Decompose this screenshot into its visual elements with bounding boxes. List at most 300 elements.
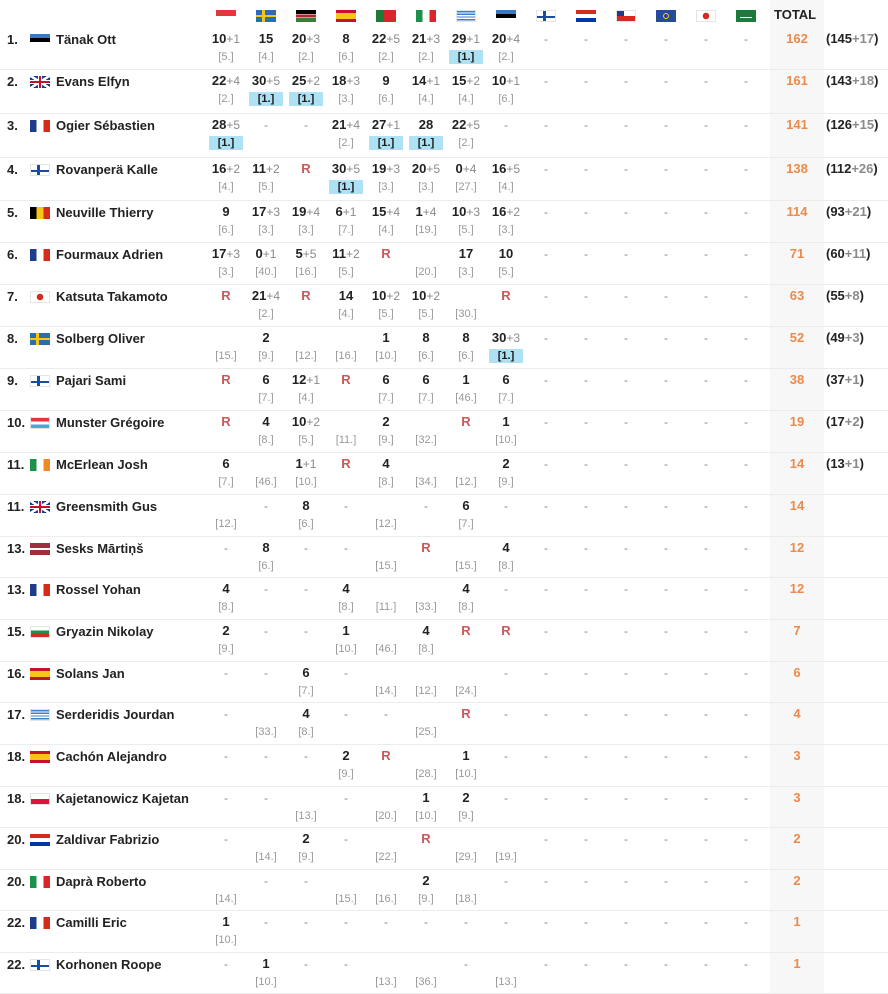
power-stage-bonus: +1 xyxy=(506,74,521,88)
no-entry-dash: - xyxy=(624,582,628,596)
no-entry-dash: - xyxy=(584,205,588,219)
rally-points xyxy=(486,706,526,721)
rally-points xyxy=(326,498,366,513)
rally-points xyxy=(326,706,366,721)
rally-position: [16.] xyxy=(295,266,317,278)
rally-position: [2.] xyxy=(218,93,234,105)
rally-points xyxy=(366,748,406,763)
rally-points xyxy=(326,914,366,929)
flag-finland-icon xyxy=(30,375,50,387)
rally-position: [2.] xyxy=(298,51,314,63)
total-points: 138 xyxy=(786,161,808,176)
no-entry-dash: - xyxy=(704,915,708,929)
driver-name[interactable]: Camilli Eric xyxy=(56,915,127,930)
points-value: 2 xyxy=(382,414,390,429)
power-stage-bonus: +5 xyxy=(506,162,521,176)
points-value: 22 xyxy=(211,73,227,88)
driver-name[interactable]: Kajetanowicz Kajetan xyxy=(56,791,189,806)
no-entry-dash: - xyxy=(664,957,668,971)
no-entry-dash: - xyxy=(744,707,748,721)
rally-position: [46.] xyxy=(455,392,477,404)
no-entry-dash: - xyxy=(664,74,668,88)
rally-points xyxy=(326,73,366,88)
driver-name[interactable]: Solberg Oliver xyxy=(56,331,145,346)
rally-points xyxy=(726,414,766,429)
no-entry-dash: - xyxy=(744,541,748,555)
rally-points xyxy=(206,581,246,596)
rally-points xyxy=(566,831,606,846)
rally-points xyxy=(206,540,246,555)
driver-name[interactable]: Daprà Roberto xyxy=(56,874,147,889)
no-entry-dash: - xyxy=(744,582,748,596)
total-points: 161 xyxy=(786,73,808,88)
rally-points xyxy=(286,372,326,387)
rally-points xyxy=(686,665,726,680)
rally-position: [15.] xyxy=(375,560,397,572)
rally-position: [36.] xyxy=(415,976,437,988)
rally-win-badge: [1.] xyxy=(489,349,523,363)
points-value: 17 xyxy=(211,246,227,261)
points-value: 14 xyxy=(338,288,354,303)
flag-latvia-icon xyxy=(30,543,50,555)
no-entry-dash: - xyxy=(704,415,708,429)
rally-points xyxy=(606,456,646,471)
power-stage-bonus: +3 xyxy=(226,247,241,261)
rally-points xyxy=(566,204,606,219)
driver-name[interactable]: Pajari Sami xyxy=(56,373,127,388)
no-entry-dash: - xyxy=(544,624,548,638)
rally-position: [6.] xyxy=(258,560,274,572)
points-value: 2 xyxy=(342,748,350,763)
rally-points xyxy=(606,161,646,176)
no-entry-dash: - xyxy=(624,205,628,219)
no-entry-dash: - xyxy=(504,499,508,513)
rally-points xyxy=(566,414,606,429)
no-entry-dash: - xyxy=(704,205,708,219)
rally-position: [4.] xyxy=(418,93,434,105)
no-entry-dash: - xyxy=(304,582,308,596)
rally-position: [8.] xyxy=(258,434,274,446)
rally-points xyxy=(566,540,606,555)
rally-points xyxy=(246,873,286,888)
power-stage-bonus: +5 xyxy=(226,118,241,132)
rally-points xyxy=(566,117,606,132)
no-entry-dash: - xyxy=(744,373,748,387)
no-entry-dash: - xyxy=(744,162,748,176)
rally-points xyxy=(686,117,726,132)
power-stage-bonus: +2 xyxy=(266,162,280,176)
rally-points xyxy=(526,540,566,555)
rally-points xyxy=(246,161,286,176)
power-stage-bonus: +1 xyxy=(226,32,241,46)
rally-points xyxy=(646,873,686,888)
driver-row xyxy=(0,243,888,285)
rally-points xyxy=(606,581,646,596)
total-points: 7 xyxy=(793,623,801,638)
flag-italy-icon xyxy=(416,10,436,22)
rally-points xyxy=(486,414,526,429)
rally-points xyxy=(366,161,406,176)
no-entry-dash: - xyxy=(304,957,308,971)
total-points: 2 xyxy=(793,873,801,888)
rally-points xyxy=(526,161,566,176)
rally-position: [4.] xyxy=(458,93,474,105)
points-value: 10 xyxy=(491,73,507,88)
rally-points xyxy=(566,873,606,888)
driver-name[interactable]: Zaldivar Fabrizio xyxy=(56,832,160,847)
driver-row xyxy=(0,703,888,745)
rally-points xyxy=(646,748,686,763)
total-points: 1 xyxy=(793,956,801,971)
driver-name[interactable]: Korhonen Roope xyxy=(56,957,162,972)
rally-points xyxy=(366,330,406,345)
no-entry-dash: - xyxy=(344,915,348,929)
points-value: 10 xyxy=(371,288,387,303)
points-value: 1 xyxy=(462,372,470,387)
no-entry-dash: - xyxy=(664,162,668,176)
driver-name[interactable]: Gryazin Nikolay xyxy=(56,624,154,639)
no-entry-dash: - xyxy=(344,832,348,846)
rally-points xyxy=(646,204,686,219)
driver-name[interactable]: Evans Elfyn xyxy=(56,74,130,89)
no-entry-dash: - xyxy=(624,791,628,805)
rally-position: [18.] xyxy=(455,893,477,905)
retired-marker: R xyxy=(461,706,471,721)
rally-position: [46.] xyxy=(255,476,277,488)
no-entry-dash: - xyxy=(304,118,308,132)
rally-points xyxy=(606,748,646,763)
position-number: 9. xyxy=(7,373,18,388)
no-entry-dash: - xyxy=(664,915,668,929)
driver-name[interactable]: McErlean Josh xyxy=(56,457,148,472)
no-entry-dash: - xyxy=(544,457,548,471)
rally-points xyxy=(686,456,726,471)
rally-position: [10.] xyxy=(455,768,477,780)
position-number: 11. xyxy=(7,457,25,472)
no-entry-dash: - xyxy=(744,666,748,680)
no-entry-dash: - xyxy=(544,957,548,971)
flag-italy-icon xyxy=(30,876,50,888)
points-value: 0 xyxy=(255,246,263,261)
no-entry-dash: - xyxy=(544,874,548,888)
rally-position: [8.] xyxy=(418,643,434,655)
no-entry-dash: - xyxy=(704,541,708,555)
rally-points xyxy=(526,31,566,46)
no-entry-dash: - xyxy=(344,791,348,805)
position-number: 10. xyxy=(7,415,26,430)
rally-points xyxy=(246,540,286,555)
rally-points xyxy=(686,73,726,88)
total-points: 3 xyxy=(793,790,801,805)
no-entry-dash: - xyxy=(624,957,628,971)
no-entry-dash: - xyxy=(584,373,588,387)
no-entry-dash: - xyxy=(264,749,268,763)
no-entry-dash: - xyxy=(584,162,588,176)
rally-position: [40.] xyxy=(255,266,277,278)
rally-points xyxy=(646,623,686,638)
no-entry-dash: - xyxy=(744,331,748,345)
rally-points xyxy=(486,665,526,680)
rally-points xyxy=(406,372,446,387)
rally-points xyxy=(446,372,486,387)
rally-points xyxy=(286,456,326,471)
rally-win-badge: [1.] xyxy=(369,136,403,150)
driver-name[interactable]: Sesks Mārtiņš xyxy=(56,541,144,556)
rally-points xyxy=(446,204,486,219)
rally-points xyxy=(206,31,246,46)
base-points: (112 xyxy=(826,161,852,176)
driver-name[interactable]: Katsuta Takamoto xyxy=(56,289,168,304)
rally-points xyxy=(246,204,286,219)
rally-position: [10.] xyxy=(215,934,237,946)
position-number: 4. xyxy=(7,162,18,177)
no-entry-dash: - xyxy=(744,624,748,638)
rally-points xyxy=(566,498,606,513)
driver-name[interactable]: Tänak Ott xyxy=(56,32,116,47)
rally-points xyxy=(606,246,646,261)
rally-points xyxy=(606,790,646,805)
rally-points xyxy=(486,330,526,345)
flag-spain-icon xyxy=(336,10,356,22)
rally-position: [12.] xyxy=(415,685,437,697)
points-value: 1 xyxy=(462,748,470,763)
rally-points xyxy=(726,831,766,846)
rally-points xyxy=(326,204,366,219)
no-entry-dash: - xyxy=(744,499,748,513)
power-stage-bonus: +5 xyxy=(302,247,317,261)
total-points: 6 xyxy=(793,665,801,680)
no-entry-dash: - xyxy=(704,707,708,721)
rally-position: [5.] xyxy=(418,308,434,320)
rally-points xyxy=(686,873,726,888)
rally-points xyxy=(726,914,766,929)
driver-name[interactable]: Serderidis Jourdan xyxy=(56,707,175,722)
no-entry-dash: - xyxy=(264,499,268,513)
flag-uk-icon xyxy=(30,501,50,513)
position-number: 22. xyxy=(7,957,26,972)
rally-points xyxy=(286,665,326,680)
no-entry-dash: - xyxy=(664,247,668,261)
rally-position: [22.] xyxy=(375,851,397,863)
rally-position: [7.] xyxy=(258,392,274,404)
rally-points xyxy=(286,31,326,46)
rally-points xyxy=(486,456,526,471)
no-entry-dash: - xyxy=(744,74,748,88)
no-entry-dash: - xyxy=(264,666,268,680)
rally-points xyxy=(446,706,486,721)
rally-points xyxy=(206,288,246,303)
driver-row xyxy=(0,114,888,158)
power-stage-bonus: +2 xyxy=(386,289,401,303)
rally-points xyxy=(286,414,326,429)
points-breakdown xyxy=(826,456,864,471)
position-number: 6. xyxy=(7,247,18,262)
no-entry-dash: - xyxy=(544,707,548,721)
no-entry-dash: - xyxy=(744,832,748,846)
power-stage-bonus: +1 xyxy=(426,74,441,88)
retired-marker: R xyxy=(341,372,351,387)
driver-name[interactable]: Ogier Sébastien xyxy=(56,118,155,133)
rally-points xyxy=(206,623,246,638)
rally-win-badge: [1.] xyxy=(209,136,243,150)
rally-points xyxy=(726,623,766,638)
rally-points xyxy=(486,288,526,303)
rally-points xyxy=(286,956,326,971)
points-value: 9 xyxy=(222,204,230,219)
rally-position: [10.] xyxy=(255,976,277,988)
no-entry-dash: - xyxy=(584,289,588,303)
rally-points xyxy=(606,540,646,555)
driver-name[interactable]: Munster Grégoire xyxy=(56,415,165,430)
no-entry-dash: - xyxy=(504,749,508,763)
rally-points xyxy=(526,665,566,680)
points-value: 8 xyxy=(262,540,270,555)
no-entry-dash: - xyxy=(624,874,628,888)
points-value: 8 xyxy=(342,31,350,46)
points-value: 17 xyxy=(458,246,474,261)
no-entry-dash: - xyxy=(704,289,708,303)
no-entry-dash: - xyxy=(744,118,748,132)
no-entry-dash: - xyxy=(584,32,588,46)
no-entry-dash: - xyxy=(704,749,708,763)
driver-name[interactable]: Greensmith Gus xyxy=(56,499,158,514)
no-entry-dash: - xyxy=(744,749,748,763)
rally-position: [20.] xyxy=(375,810,397,822)
rally-position: [3.] xyxy=(498,224,514,236)
no-entry-dash: - xyxy=(664,415,668,429)
rally-points xyxy=(406,873,446,888)
no-entry-dash: - xyxy=(384,707,388,721)
rally-points xyxy=(206,73,246,88)
no-entry-dash: - xyxy=(224,707,228,721)
rally-points xyxy=(526,330,566,345)
no-entry-dash: - xyxy=(624,74,628,88)
no-entry-dash: - xyxy=(584,624,588,638)
no-entry-dash: - xyxy=(704,457,708,471)
no-entry-dash: - xyxy=(624,541,628,555)
rally-points xyxy=(646,581,686,596)
rally-points xyxy=(246,581,286,596)
rally-points xyxy=(406,498,446,513)
power-stage-bonus: +1 xyxy=(302,457,317,471)
rally-points xyxy=(606,330,646,345)
no-entry-dash: - xyxy=(704,582,708,596)
flag-sweden-icon xyxy=(256,10,276,22)
no-entry-dash: - xyxy=(584,247,588,261)
no-entry-dash: - xyxy=(624,666,628,680)
rally-points xyxy=(726,665,766,680)
no-entry-dash: - xyxy=(224,791,228,805)
rally-points xyxy=(606,414,646,429)
points-value: 0 xyxy=(455,161,463,176)
no-entry-dash: - xyxy=(744,205,748,219)
no-entry-dash: - xyxy=(704,666,708,680)
points-breakdown xyxy=(826,288,864,303)
points-value: 11 xyxy=(252,161,267,176)
rally-points xyxy=(606,956,646,971)
driver-name[interactable]: Neuville Thierry xyxy=(56,205,154,220)
bonus-points: +21 xyxy=(844,204,867,219)
points-value: 20 xyxy=(491,31,507,46)
rally-position: [3.] xyxy=(458,266,474,278)
rally-points xyxy=(366,246,406,261)
driver-name[interactable]: Solans Jan xyxy=(56,666,125,681)
no-entry-dash: - xyxy=(384,915,388,929)
power-stage-bonus: +4 xyxy=(462,162,477,176)
power-stage-bonus: +3 xyxy=(306,32,321,46)
points-value: 21 xyxy=(251,288,267,303)
rally-points xyxy=(606,665,646,680)
total-points: 3 xyxy=(793,748,801,763)
rally-points xyxy=(446,581,486,596)
power-stage-bonus: +3 xyxy=(466,205,481,219)
total-points: 1 xyxy=(793,914,801,929)
rally-points xyxy=(486,246,526,261)
points-value: 6 xyxy=(262,372,270,387)
rally-position: [3.] xyxy=(378,181,394,193)
rally-points xyxy=(646,956,686,971)
points-breakdown xyxy=(826,117,878,132)
driver-name[interactable]: Fourmaux Adrien xyxy=(56,247,164,262)
rally-position: [10.] xyxy=(295,476,317,488)
rally-points xyxy=(286,831,326,846)
points-value: 30 xyxy=(491,330,507,345)
points-value: 4 xyxy=(462,581,470,596)
rally-points xyxy=(646,790,686,805)
rally-position: [8.] xyxy=(378,476,394,488)
rally-points xyxy=(686,498,726,513)
driver-name[interactable]: Rossel Yohan xyxy=(56,582,141,597)
driver-name[interactable]: Cachón Alejandro xyxy=(56,749,167,764)
rally-points xyxy=(206,665,246,680)
retired-marker: R xyxy=(381,748,391,763)
flag-ireland-icon xyxy=(30,459,50,471)
rally-position: [13.] xyxy=(295,810,317,822)
rally-points xyxy=(206,831,246,846)
rally-points xyxy=(686,204,726,219)
rally-points xyxy=(486,73,526,88)
no-entry-dash: - xyxy=(344,666,348,680)
rally-points xyxy=(406,831,446,846)
rally-position: [12.] xyxy=(215,518,237,530)
rally-position: [3.] xyxy=(218,266,234,278)
no-entry-dash: - xyxy=(304,915,308,929)
rally-points xyxy=(606,706,646,721)
rally-position: [12.] xyxy=(375,518,397,530)
points-value: 4 xyxy=(422,623,430,638)
retired-marker: R xyxy=(221,414,231,429)
position-number: 7. xyxy=(7,289,18,304)
total-points: 71 xyxy=(789,246,805,261)
rally-points xyxy=(246,914,286,929)
no-entry-dash: - xyxy=(584,541,588,555)
driver-name[interactable]: Rovanperä Kalle xyxy=(56,162,158,177)
no-entry-dash: - xyxy=(624,118,628,132)
rally-points xyxy=(246,414,286,429)
bonus-points: +8 xyxy=(844,288,860,303)
rally-points xyxy=(406,914,446,929)
rally-points xyxy=(566,956,606,971)
no-entry-dash: - xyxy=(304,874,308,888)
rally-position: [30.] xyxy=(455,308,477,320)
points-value: 22 xyxy=(371,31,387,46)
position-number: 8. xyxy=(7,331,18,346)
base-points: (93 xyxy=(826,204,845,219)
total-points: 52 xyxy=(789,330,805,345)
no-entry-dash: - xyxy=(544,791,548,805)
position-number: 3. xyxy=(7,118,18,133)
rally-position: [19.] xyxy=(495,851,517,863)
